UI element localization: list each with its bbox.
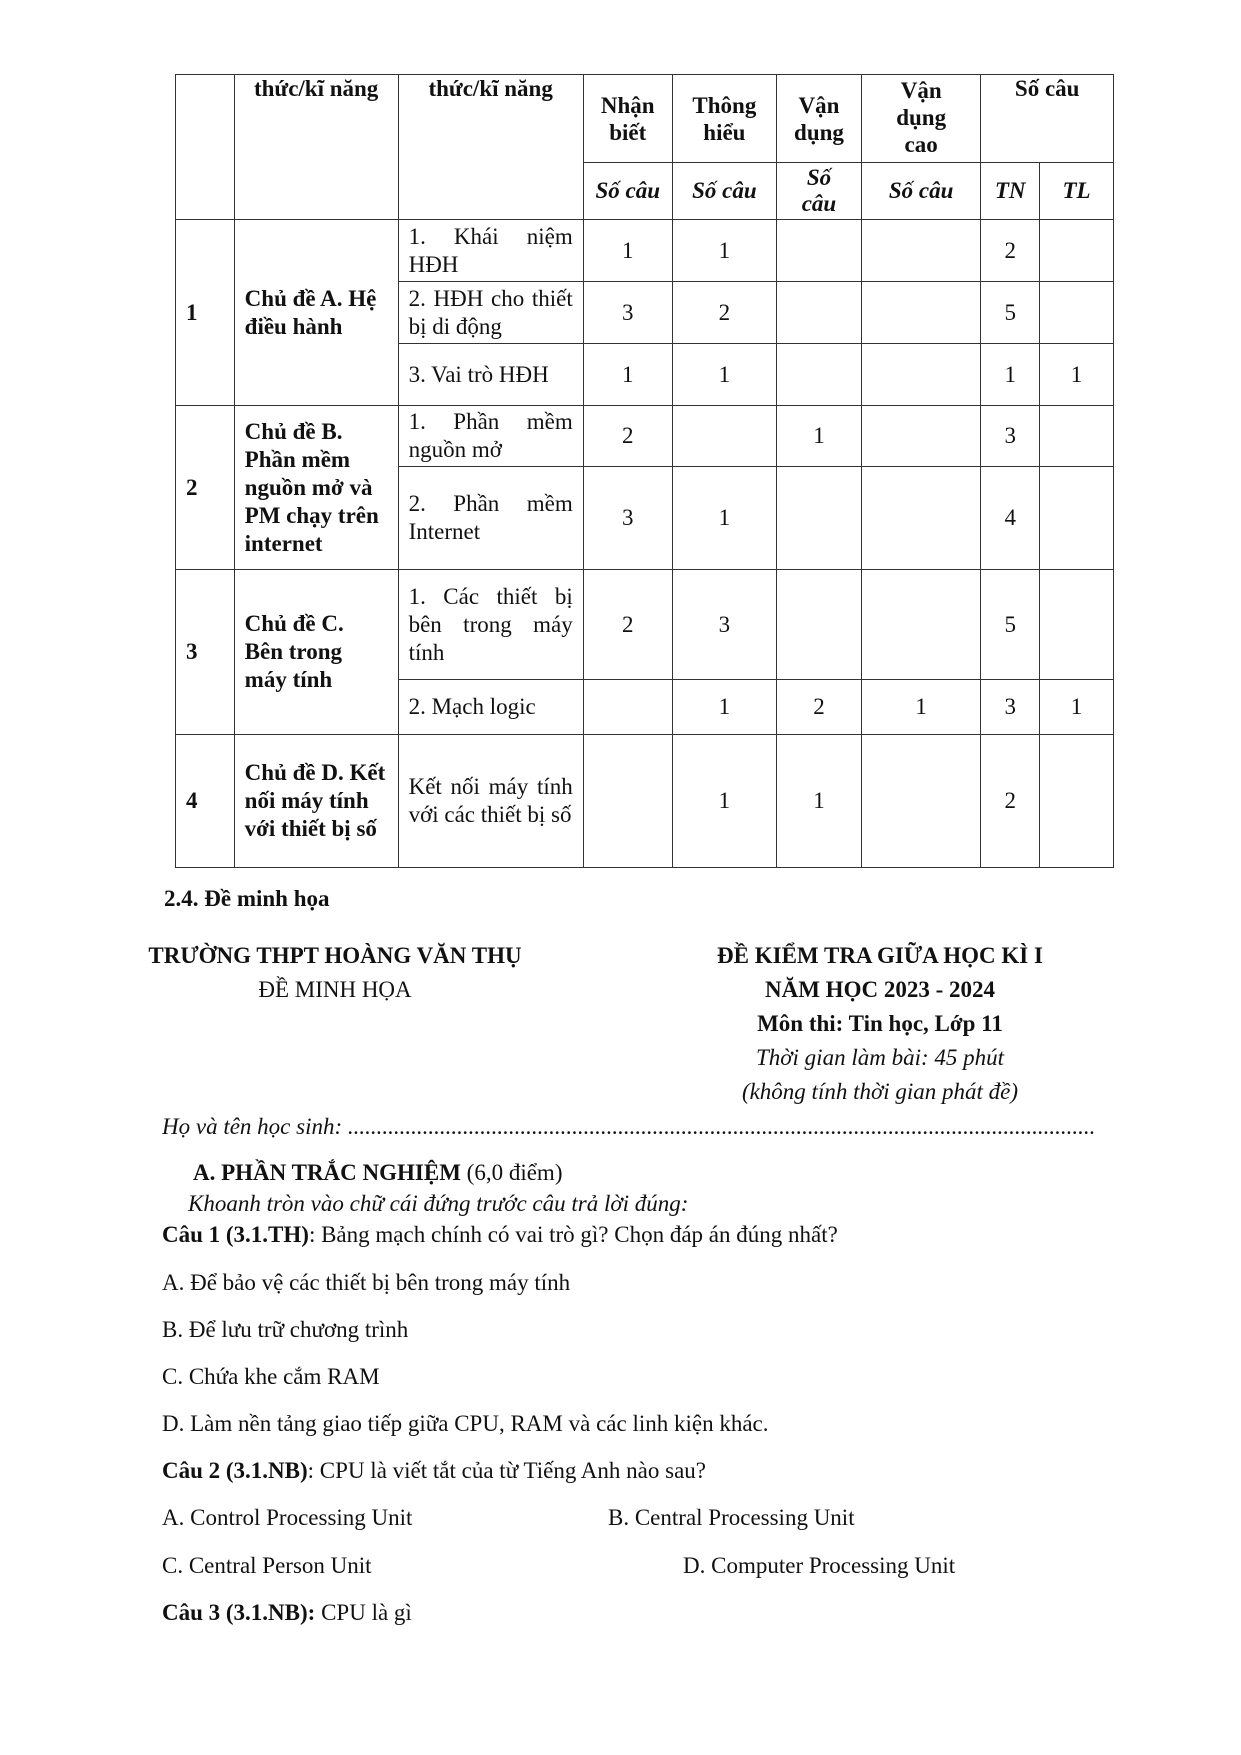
sub-so-cau-vd: Số câu: [776, 163, 861, 220]
cell-vdc: [861, 735, 980, 868]
cell-nb: [583, 735, 672, 868]
question-text: CPU là gì: [315, 1600, 412, 1625]
school-year: NĂM HỌC 2023 - 2024: [765, 977, 995, 1002]
sub-tn: TN: [981, 163, 1040, 220]
group-number: 1: [176, 220, 235, 406]
unit-cell: Kết nối máy tính với các thiết bị số: [398, 735, 583, 868]
sub-so-cau-th: Số câu: [672, 163, 776, 220]
unit-cell: 1. Phần mềm nguồn mở: [398, 406, 583, 467]
part-a-instruction: Khoanh tròn vào chữ cái đứng trước câu trả lời đúng:: [188, 1191, 689, 1216]
cell-vdc: [861, 344, 980, 406]
header-blank: [176, 75, 235, 220]
cell-nb: 1: [583, 220, 672, 282]
q2-option-a[interactable]: A. Control Processing Unit: [162, 1505, 413, 1530]
exam-subtitle: ĐỀ MINH HỌA: [258, 977, 412, 1002]
part-a-title: A. PHẦN TRẮC NGHIỆM: [193, 1160, 461, 1185]
unit-cell: 3. Vai trò HĐH: [398, 344, 583, 406]
q2-option-b[interactable]: B. Central Processing Unit: [608, 1505, 855, 1530]
cell-tn: 5: [981, 282, 1040, 344]
unit-cell: 2. HĐH cho thiết bị di động: [398, 282, 583, 344]
question-2: [162, 1458, 706, 1484]
unit-cell: 2. Mạch logic: [398, 680, 583, 735]
part-a-heading: [193, 1160, 562, 1186]
header-van-dung-cao: Vận dụng cao: [861, 75, 980, 163]
exam-subject: Môn thi: Tin học, Lớp 11: [757, 1011, 1003, 1036]
exam-title: ĐỀ KIỂM TRA GIỮA HỌC KÌ I: [717, 943, 1043, 968]
q1-option-d[interactable]: D. Làm nền tảng giao tiếp giữa CPU, RAM và các linh kiện khác.: [162, 1411, 769, 1436]
q2-option-d[interactable]: D. Computer Processing Unit: [683, 1553, 956, 1578]
cell-tn: 5: [981, 570, 1040, 680]
group-topic: Chủ đề A. Hệ điều hành: [234, 220, 398, 406]
unit-cell: 1. Khái niệm HĐH: [398, 220, 583, 282]
cell-vd: [776, 344, 861, 406]
cell-tl: [1040, 467, 1114, 570]
cell-nb: 3: [583, 282, 672, 344]
header-col2: thức/kĩ năng: [234, 75, 398, 220]
cell-vdc: 1: [861, 680, 980, 735]
question-3: [162, 1600, 412, 1626]
cell-tn: 2: [981, 220, 1040, 282]
header-van-dung: Vận dụng: [776, 75, 861, 163]
cell-tn: 3: [981, 680, 1040, 735]
cell-th: 1: [672, 735, 776, 868]
matrix-table: [175, 74, 1114, 868]
cell-th: 1: [672, 467, 776, 570]
cell-th: 1: [672, 680, 776, 735]
cell-vdc: [861, 282, 980, 344]
q1-option-b[interactable]: B. Để lưu trữ chương trình: [162, 1317, 409, 1342]
cell-vd: 1: [776, 406, 861, 467]
cell-tn: 1: [981, 344, 1040, 406]
cell-nb: [583, 680, 672, 735]
question-text: : Bảng mạch chính có vai trò gì? Chọn đáp án đúng nhất?: [308, 1222, 838, 1247]
part-a-points: (6,0 điểm): [460, 1160, 563, 1185]
cell-th: 1: [672, 220, 776, 282]
cell-tn: 2: [981, 735, 1040, 868]
cell-th: 1: [672, 344, 776, 406]
cell-vdc: [861, 570, 980, 680]
cell-nb: 3: [583, 467, 672, 570]
section-title: 2.4. Đề minh họa: [164, 886, 330, 911]
cell-tl: [1040, 570, 1114, 680]
cell-vdc: [861, 220, 980, 282]
cell-tn: 4: [981, 467, 1040, 570]
cell-vdc: [861, 467, 980, 570]
group-number: 2: [176, 406, 235, 570]
cell-th: 2: [672, 282, 776, 344]
q1-option-c[interactable]: C. Chứa khe cắm RAM: [162, 1364, 380, 1389]
cell-vd: [776, 220, 861, 282]
sub-so-cau-vdc: Số câu: [861, 163, 980, 220]
cell-tl: [1040, 406, 1114, 467]
unit-cell: 2. Phần mềm Internet: [398, 467, 583, 570]
group-number: 4: [176, 735, 235, 868]
cell-nb: 1: [583, 344, 672, 406]
cell-vd: 1: [776, 735, 861, 868]
q2-option-c[interactable]: C. Central Person Unit: [162, 1553, 372, 1578]
cell-th: [672, 406, 776, 467]
cell-nb: 2: [583, 406, 672, 467]
cell-th: 3: [672, 570, 776, 680]
question-label: Câu 1 (3.1.TH): [162, 1222, 309, 1247]
question-label: Câu 2 (3.1.NB): [162, 1458, 308, 1483]
unit-cell: 1. Các thiết bị bên trong máy tính: [398, 570, 583, 680]
cell-tl: [1040, 735, 1114, 868]
cell-tl: [1040, 220, 1114, 282]
cell-vd: [776, 570, 861, 680]
cell-tl: 1: [1040, 680, 1114, 735]
school-name: TRƯỜNG THPT HOÀNG VĂN THỤ: [148, 943, 522, 968]
cell-vdc: [861, 406, 980, 467]
sub-so-cau-nb: Số câu: [583, 163, 672, 220]
q1-option-a[interactable]: A. Để bảo vệ các thiết bị bên trong máy tính: [162, 1270, 571, 1295]
cell-tn: 3: [981, 406, 1040, 467]
cell-tl: [1040, 282, 1114, 344]
header-so-cau: Số câu: [981, 75, 1114, 163]
exam-time-note: (không tính thời gian phát đề): [741, 1079, 1019, 1104]
group-number: 3: [176, 570, 235, 735]
student-name-field[interactable]: Họ và tên học sinh: ..................................................................................................................................: [162, 1114, 1096, 1139]
group-topic: Chủ đề D. Kết nối máy tính với thiết bị số: [234, 735, 398, 868]
cell-vd: 2: [776, 680, 861, 735]
group-topic: Chủ đề B. Phần mềm nguồn mở và PM chạy trên internet: [234, 406, 398, 570]
exam-time: Thời gian làm bài: 45 phút: [755, 1045, 1005, 1070]
sub-tl: TL: [1040, 163, 1114, 220]
question-1: [162, 1222, 838, 1248]
question-label: Câu 3 (3.1.NB):: [162, 1600, 316, 1625]
cell-vd: [776, 282, 861, 344]
group-topic: Chủ đề C. Bên trong máy tính: [234, 570, 398, 735]
header-thong-hieu: Thông hiểu: [672, 75, 776, 163]
header-col3: thức/kĩ năng: [398, 75, 583, 220]
header-nhan-biet: Nhận biết: [583, 75, 672, 163]
question-text: : CPU là viết tắt của từ Tiếng Anh nào sau?: [307, 1458, 706, 1483]
cell-vd: [776, 467, 861, 570]
cell-tl: 1: [1040, 344, 1114, 406]
cell-nb: 2: [583, 570, 672, 680]
